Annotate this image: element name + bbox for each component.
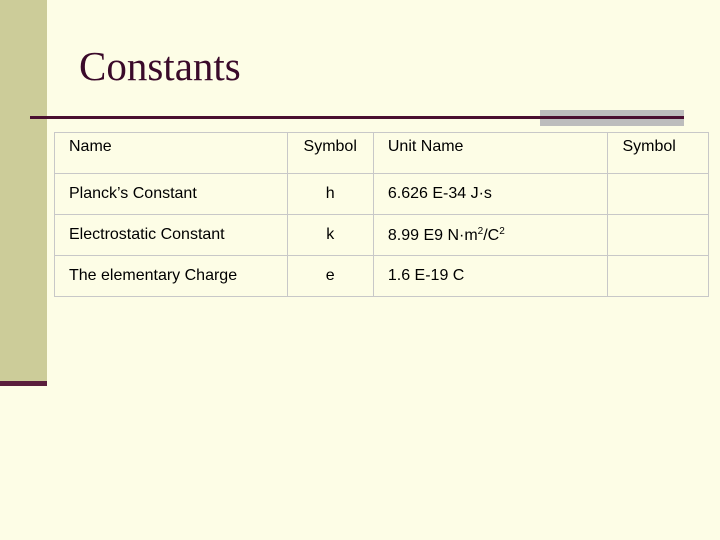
table-row [55, 215, 709, 256]
constant-name: Electrostatic Constant [55, 215, 288, 256]
header-unit-symbol: Symbol [608, 133, 709, 174]
title-underline [30, 116, 540, 119]
constant-unit: 6.626 E-34 J·s [373, 174, 608, 215]
constant-unit-symbol [608, 256, 709, 297]
constant-symbol: e [287, 256, 373, 297]
header-unit-name: Unit Name [373, 133, 608, 174]
constant-symbol: h [287, 174, 373, 215]
header-symbol: Symbol [287, 133, 373, 174]
title-underline-extension [540, 116, 684, 119]
unit-divisor: /C [483, 226, 500, 244]
constant-unit-symbol [608, 215, 709, 256]
constant-unit: 1.6 E-19 C [373, 256, 608, 297]
table-row [55, 256, 709, 297]
left-decorative-bar [0, 0, 47, 383]
slide-title: Constants [79, 43, 241, 89]
left-bar-accent [0, 381, 47, 386]
table-row [55, 174, 709, 215]
unit-exponent: 2 [499, 225, 505, 237]
constants-table [54, 132, 709, 297]
constant-name: The elementary Charge [55, 256, 288, 297]
constant-name: Planck’s Constant [55, 174, 288, 215]
unit-exponent: 2 [477, 225, 484, 237]
unit-base: 8.99 E9 N·m [387, 226, 478, 244]
constant-symbol: k [287, 215, 373, 256]
table-header-row [55, 133, 709, 174]
constant-unit [373, 215, 608, 256]
header-name: Name [55, 133, 288, 174]
constant-unit-symbol [608, 174, 709, 215]
